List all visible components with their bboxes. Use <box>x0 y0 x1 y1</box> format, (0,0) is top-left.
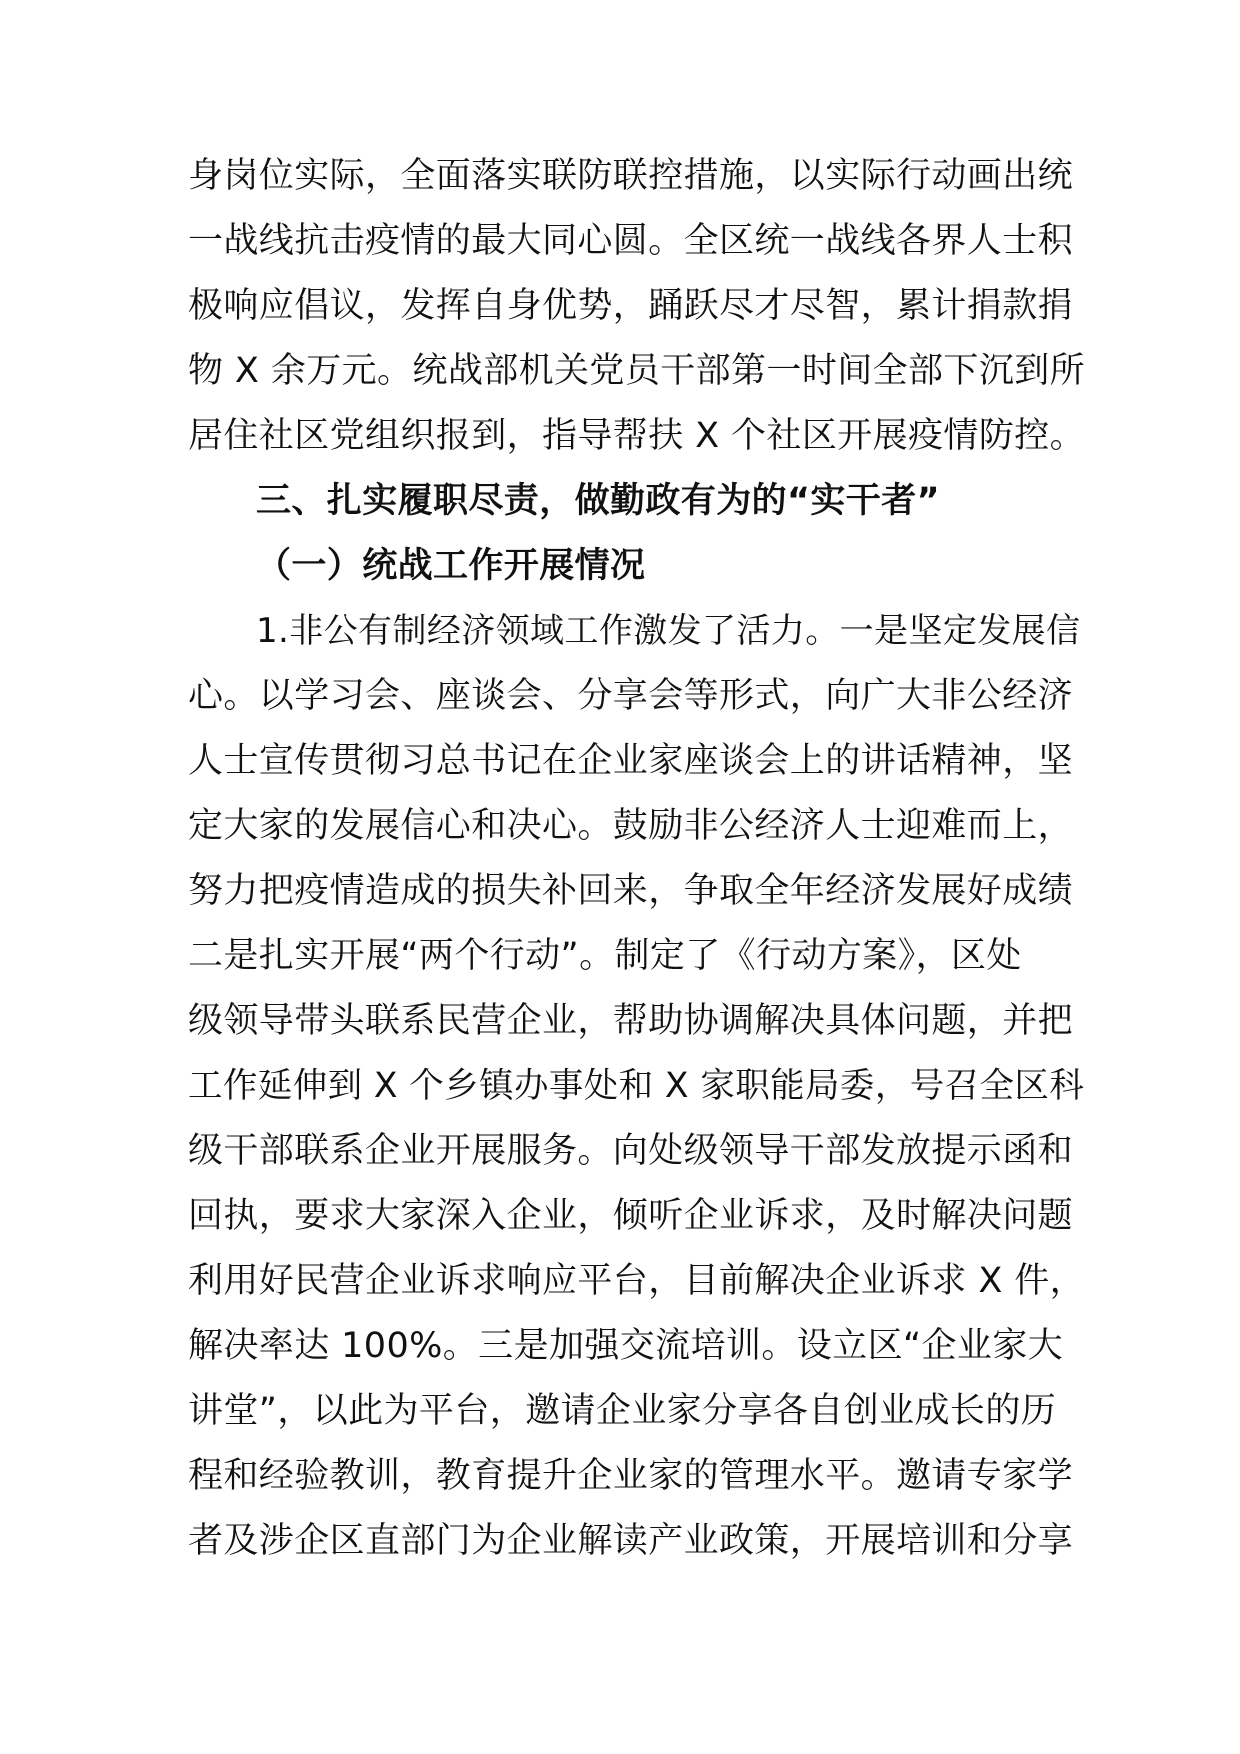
paragraph-line: 讲堂”，以此为平台，邀请企业家分享各自创业成长的历 <box>188 1391 1057 1431</box>
paragraph-line: 回执，要求大家深入企业，倾听企业诉求，及时解决问题 <box>188 1196 1074 1236</box>
subsection-heading: （一）统战工作开展情况 <box>256 546 646 586</box>
paragraph-line: 工作延伸到 X 个乡镇办事处和 X 家职能局委，号召全区科 <box>188 1066 1085 1106</box>
paragraph-line: 一战线抗击疫情的最大同心圆。全区统一战线各界人士积 <box>188 221 1074 261</box>
paragraph-line: 解决率达 100%。三是加强交流培训。设立区“企业家大 <box>188 1326 1064 1366</box>
paragraph-line: 努力把疫情造成的损失补回来，争取全年经济发展好成绩 <box>188 871 1074 911</box>
paragraph-line: 人士宣传贯彻习总书记在企业家座谈会上的讲话精神，坚 <box>188 741 1074 781</box>
paragraph-line: 极响应倡议，发挥自身优势，踊跃尽才尽智，累计捐款捐 <box>188 286 1074 326</box>
paragraph-line: 二是扎实开展“两个行动”。制定了《行动方案》，区处 <box>188 936 1022 976</box>
paragraph-line: 者及涉企区直部门为企业解读产业政策，开展培训和分享 <box>188 1521 1074 1561</box>
section-heading: 三、扎实履职尽责，做勤政有为的“实干者” <box>256 481 941 521</box>
paragraph-line: 物 X 余万元。统战部机关党员干部第一时间全部下沉到所 <box>188 351 1086 391</box>
paragraph-line: 级领导带头联系民营企业，帮助协调解决具体问题，并把 <box>188 1001 1074 1041</box>
paragraph-line: 程和经验教训，教育提升企业家的管理水平。邀请专家学 <box>188 1456 1074 1496</box>
paragraph-line: 居住社区党组织报到，指导帮扶 X 个社区开展疫情防控。 <box>188 416 1086 456</box>
paragraph-line: 利用好民营企业诉求响应平台，目前解决企业诉求 X 件， <box>188 1261 1086 1301</box>
paragraph-line: 身岗位实际，全面落实联防联控措施，以实际行动画出统 <box>188 156 1074 196</box>
paragraph-line: 1.非公有制经济领域工作激发了活力。一是坚定发展信 <box>256 611 1081 651</box>
paragraph-line: 心。以学习会、座谈会、分享会等形式，向广大非公经济 <box>188 676 1074 716</box>
paragraph-line: 级干部联系企业开展服务。向处级领导干部发放提示函和 <box>188 1131 1074 1171</box>
paragraph-line: 定大家的发展信心和决心。鼓励非公经济人士迎难而上， <box>188 806 1074 846</box>
